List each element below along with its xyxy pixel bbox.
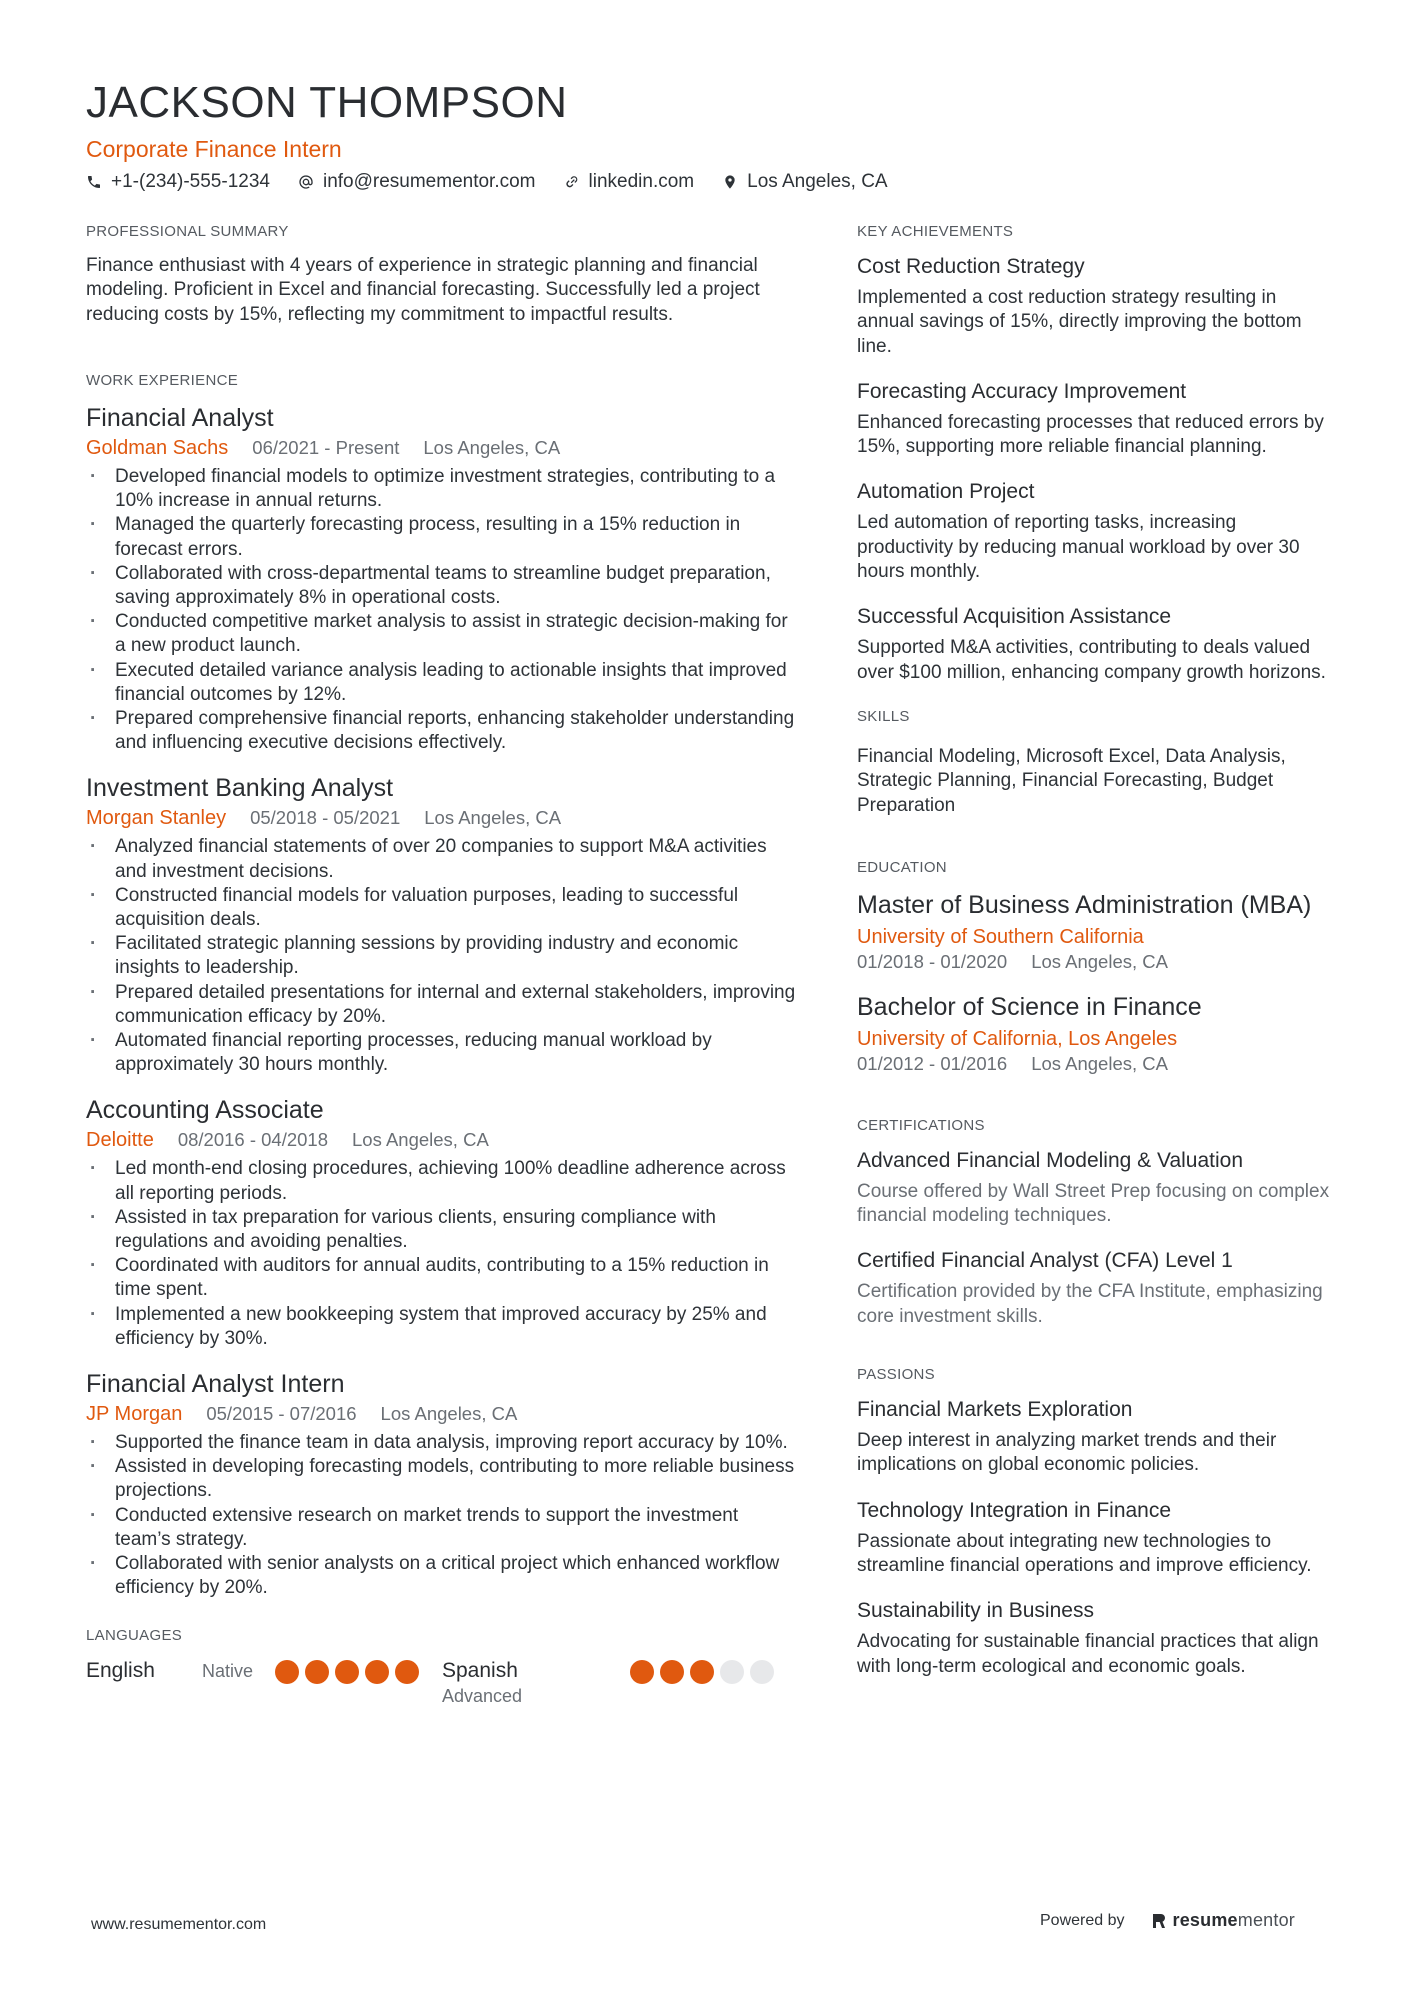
- job-title: Financial Analyst: [86, 403, 274, 432]
- summary-text: Finance enthusiast with 4 years of experience in strategic planning and financial modeling. Proficient in Excel and financial forecasting. Successfully led a project reducing costs by 15%, reflecting my commitment to impactful results.: [86, 255, 760, 325]
- phone-icon: [86, 174, 102, 190]
- passion-title: Financial Markets Exploration: [857, 1398, 1133, 1422]
- location-pin-icon: [722, 174, 738, 190]
- education-degree: Bachelor of Science in Finance: [857, 992, 1202, 1021]
- passion-item: [857, 1498, 1335, 1579]
- job-bullet: · Assisted in tax preparation for various clients, ensuring compliance with regulations and avoiding penalties.: [86, 1206, 798, 1254]
- education-dates: 01/2012 - 01/2016: [857, 1052, 1008, 1074]
- link-icon: [564, 174, 580, 190]
- job-location: Los Angeles, CA: [380, 1402, 518, 1424]
- section-title: SKILLS: [857, 707, 910, 725]
- achievement-title: Automation Project: [857, 480, 1035, 504]
- skills-text: Financial Modeling, Microsoft Excel, Data Analysis, Strategic Planning, Financial Forecasting, Budget Preparation: [857, 745, 1286, 816]
- language-name: Spanish: [442, 1659, 518, 1683]
- certifications-section: [857, 1116, 1335, 1329]
- left-column: [86, 222, 798, 1708]
- footer-website[interactable]: www.resumementor.com: [91, 1916, 267, 1933]
- rating-dot-filled: [395, 1660, 419, 1684]
- achievements-section: [857, 222, 1335, 685]
- job-bullet: · Collaborated with senior analysts on a critical project which enhanced workflow efficiency by 20%.: [86, 1552, 798, 1600]
- contact-phone: [86, 171, 270, 193]
- job-bullet: · Coordinated with auditors for annual audits, contributing to a 15% reduction in time spent.: [86, 1254, 798, 1302]
- job-bullet: · Constructed financial models for valuation purposes, leading to successful acquisition deals.: [86, 884, 798, 932]
- section-title: LANGUAGES: [86, 1627, 183, 1645]
- job-company: Deloitte: [86, 1129, 154, 1152]
- achievement-title: Successful Acquisition Assistance: [857, 605, 1171, 629]
- powered-by-label: Powered by: [1040, 1911, 1125, 1929]
- achievement-item: [857, 254, 1335, 359]
- language-list: [86, 1658, 798, 1708]
- rating-dot-filled: [275, 1660, 299, 1684]
- job-bullet: · Collaborated with cross-departmental teams to streamline budget preparation, saving approximately 8% in operational costs.: [86, 562, 798, 610]
- language-rating: [630, 1660, 774, 1684]
- job-title: Financial Analyst Intern: [86, 1369, 345, 1398]
- contact-bar: [86, 171, 1326, 193]
- job-location: Los Angeles, CA: [423, 436, 561, 458]
- candidate-role: Corporate Finance Intern: [86, 136, 342, 162]
- passion-list: [857, 1397, 1335, 1679]
- languages-section: [86, 1626, 798, 1708]
- rating-dot-filled: [335, 1660, 359, 1684]
- job-dates: 06/2021 - Present: [252, 436, 400, 458]
- resumementor-logo-icon: [1151, 1912, 1167, 1930]
- job-bullet: · Developed financial models to optimize investment strategies, contributing to a 10% increase in annual returns.: [86, 465, 798, 513]
- education-school: University of California, Los Angeles: [857, 1027, 1178, 1050]
- job-location: Los Angeles, CA: [424, 807, 562, 829]
- right-column: [857, 222, 1335, 1719]
- achievement-title: Forecasting Accuracy Improvement: [857, 379, 1187, 403]
- passion-title: Technology Integration in Finance: [857, 1498, 1172, 1522]
- job-bullet: · Supported the finance team in data analysis, improving report accuracy by 10%.: [86, 1431, 798, 1455]
- job-meta: [86, 805, 798, 831]
- education-degree: Master of Business Administration (MBA): [857, 890, 1312, 919]
- passion-text: Advocating for sustainable financial practices that align with long-term ecological and economic goals.: [857, 1631, 1319, 1677]
- job-bullet: · Analyzed financial statements of over 20 companies to support M&A activities and investment decisions.: [86, 835, 798, 883]
- linkedin-text: linkedin.com: [588, 171, 695, 192]
- job-dates: 05/2018 - 05/2021: [250, 807, 401, 829]
- at-icon: [298, 174, 314, 190]
- certification-list: [857, 1148, 1335, 1329]
- experience-section: [86, 371, 798, 1601]
- achievement-title: Cost Reduction Strategy: [857, 255, 1085, 278]
- achievement-text: Supported M&A activities, contributing to deals valued over $100 million, enhancing company growth horizons.: [857, 637, 1326, 683]
- job-bullet: · Executed detailed variance analysis leading to actionable insights that improved financial outcomes by 12%.: [86, 659, 798, 707]
- certification-text: Certification provided by the CFA Institute, emphasizing core investment skills.: [857, 1281, 1323, 1327]
- education-meta: [857, 1052, 1335, 1076]
- rating-dot-filled: [630, 1660, 654, 1684]
- brand-logo[interactable]: [1151, 1910, 1295, 1931]
- language-level: Advanced: [442, 1686, 523, 1707]
- language-rating: [275, 1660, 419, 1684]
- certification-title: Advanced Financial Modeling & Valuation: [857, 1148, 1244, 1172]
- language-label: [442, 1658, 630, 1708]
- education-item: [857, 992, 1335, 1076]
- rating-dot-filled: [690, 1660, 714, 1684]
- language-item: [442, 1658, 798, 1708]
- rating-dot-filled: [660, 1660, 684, 1684]
- education-item: [857, 890, 1335, 974]
- job-title: Investment Banking Analyst: [86, 774, 394, 803]
- job-company: Goldman Sachs: [86, 436, 229, 459]
- email-text: info@resumementor.com: [322, 171, 536, 192]
- job-dates: 05/2015 - 07/2016: [206, 1402, 357, 1424]
- job-meta: [86, 1401, 798, 1427]
- location-text: Los Angeles, CA: [747, 171, 888, 192]
- certification-item: [857, 1148, 1335, 1229]
- language-level: Native: [202, 1661, 254, 1682]
- brand-bold: resume: [1172, 1910, 1238, 1930]
- achievement-item: [857, 604, 1335, 685]
- job-bullets: [86, 1431, 798, 1600]
- achievement-text: Led automation of reporting tasks, increasing productivity by reducing manual workload by over 30 hours monthly.: [857, 512, 1300, 583]
- education-list: [857, 890, 1335, 1076]
- rating-dot-empty: [750, 1660, 774, 1684]
- rating-dot-filled: [305, 1660, 329, 1684]
- rating-dot-empty: [720, 1660, 744, 1684]
- job-entry: [86, 1095, 798, 1351]
- passion-text: Deep interest in analyzing market trends and their implications on global economic policies.: [857, 1430, 1277, 1476]
- job-title: Accounting Associate: [86, 1096, 324, 1125]
- job-company: Morgan Stanley: [86, 807, 227, 830]
- passion-item: [857, 1598, 1335, 1679]
- job-bullet: · Conducted competitive market analysis to assist in strategic decision-making for a new product launch.: [86, 610, 798, 658]
- achievement-text: Implemented a cost reduction strategy resulting in annual savings of 15%, directly improving the bottom line.: [857, 287, 1302, 357]
- job-bullet: · Prepared comprehensive financial reports, enhancing stakeholder understanding and influencing executive decisions effectively.: [86, 707, 798, 755]
- job-bullet: · Managed the quarterly forecasting process, resulting in a 15% reduction in forecast errors.: [86, 513, 798, 561]
- job-bullets: [86, 465, 798, 755]
- job-bullet: · Facilitated strategic planning sessions by providing industry and economic insights to leadership.: [86, 932, 798, 980]
- language-name: English: [86, 1659, 155, 1683]
- education-location: Los Angeles, CA: [1031, 950, 1168, 972]
- job-location: Los Angeles, CA: [352, 1129, 489, 1151]
- education-dates: 01/2018 - 01/2020: [857, 950, 1008, 972]
- job-meta: [86, 435, 798, 461]
- education-location: Los Angeles, CA: [1031, 1052, 1168, 1074]
- resume-header: [86, 78, 1326, 193]
- passion-item: [857, 1397, 1335, 1478]
- achievement-list: [857, 254, 1335, 685]
- passions-section: [857, 1365, 1335, 1679]
- section-title: CERTIFICATIONS: [857, 1116, 985, 1134]
- candidate-name: JACKSON THOMPSON: [86, 78, 568, 127]
- passion-title: Sustainability in Business: [857, 1599, 1094, 1623]
- contact-email[interactable]: [298, 171, 536, 193]
- certification-item: [857, 1248, 1335, 1329]
- job-entry: [86, 403, 798, 755]
- job-list: [86, 403, 798, 1601]
- job-bullet: · Automated financial reporting processes, reducing manual workload by approximately 30 hours monthly.: [86, 1029, 798, 1077]
- section-title: WORK EXPERIENCE: [86, 371, 239, 389]
- certification-title: Certified Financial Analyst (CFA) Level 1: [857, 1249, 1233, 1273]
- contact-location: [722, 171, 887, 193]
- passion-text: Passionate about integrating new technologies to streamline financial operations and improve efficiency.: [857, 1530, 1312, 1576]
- education-section: [857, 858, 1335, 1076]
- certification-text: Course offered by Wall Street Prep focusing on complex financial modeling techniques.: [857, 1180, 1330, 1227]
- job-bullet: · Conducted extensive research on market trends to support the investment team’s strategy.: [86, 1504, 798, 1552]
- language-item: [86, 1658, 442, 1684]
- section-title: EDUCATION: [857, 858, 947, 876]
- education-meta: [857, 950, 1335, 974]
- job-bullet: · Led month-end closing procedures, achieving 100% deadline adherence across all reporting periods.: [86, 1157, 798, 1205]
- job-meta: [86, 1127, 798, 1153]
- achievement-item: [857, 479, 1335, 584]
- summary-section: [86, 222, 798, 327]
- skills-section: [857, 707, 1335, 818]
- section-title: PROFESSIONAL SUMMARY: [86, 223, 289, 240]
- achievement-item: [857, 379, 1335, 460]
- section-title: PASSIONS: [857, 1366, 935, 1384]
- job-entry: [86, 773, 798, 1077]
- job-bullet: · Assisted in developing forecasting models, contributing to more reliable business projections.: [86, 1455, 798, 1503]
- job-bullet: · Prepared detailed presentations for internal and external stakeholders, improving communication efficacy by 20%.: [86, 981, 798, 1029]
- job-bullet: · Implemented a new bookkeeping system that improved accuracy by 25% and efficiency by 30%.: [86, 1303, 798, 1351]
- footer-powered: [1040, 1910, 1295, 1931]
- job-bullets: [86, 835, 798, 1077]
- section-title: KEY ACHIEVEMENTS: [857, 223, 1014, 240]
- education-school: University of Southern California: [857, 925, 1144, 948]
- contact-linkedin[interactable]: [564, 171, 695, 193]
- job-dates: 08/2016 - 04/2018: [177, 1129, 328, 1151]
- brand-light: mentor: [1237, 1910, 1295, 1930]
- job-bullets: [86, 1157, 798, 1351]
- job-entry: [86, 1369, 798, 1600]
- job-company: JP Morgan: [86, 1402, 183, 1425]
- achievement-text: Enhanced forecasting processes that reduced errors by 15%, supporting more reliable financial planning.: [857, 411, 1324, 458]
- rating-dot-filled: [365, 1660, 389, 1684]
- phone-text: +1-(234)-555-1234: [111, 171, 270, 192]
